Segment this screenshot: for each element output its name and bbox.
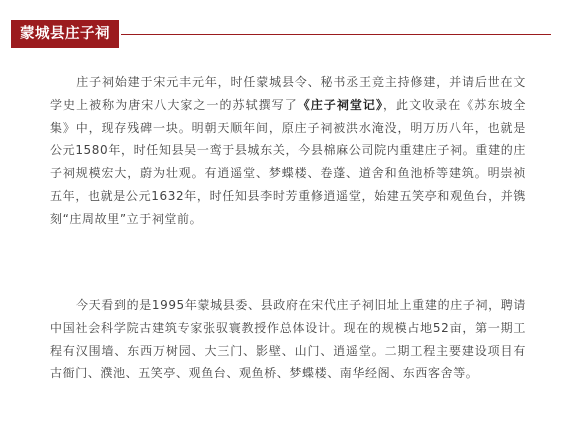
section-title: 蒙城县庄子祠 (11, 20, 119, 48)
paragraph-1-text-b: ，此文收录在《苏东坡全集》中，现存残碑一块。明朝天顺年间，原庄子祠被洪水淹没，明万历八年，也就是公元1580年，时任知县吴一鸾于县城东关，今县棉麻公司院内重建庄子祠。重建的庄子祠规模宏大，蔚为壮观。有逍遥堂、梦蝶楼、卷蓬、道舍和鱼池桥等建筑。明崇祯五年，也就是公元1632年，时任知县李时芳重修逍遥堂，始建五笑亭和观鱼台，并镌刻“庄周故里”立于祠堂前。 (50, 97, 527, 226)
article-paragraph-2 (50, 294, 526, 385)
paragraph-2-text: 今天看到的是1995年蒙城县委、县政府在宋代庄子祠旧址上重建的庄子祠，聘请中国社会科学院古建筑专家张驭寰教授作总体设计。现在的规模占地52亩，第一期工程有汉围墙、东西万树园、大三门、影壁、山门、逍遥堂。二期工程主要建设项目有古衙门、濮池、五笑亭、观鱼台、观鱼桥、梦蝶楼、南华经阁、东西客舍等。 (50, 298, 526, 381)
article-paragraph-1 (50, 71, 526, 231)
section-header (11, 20, 551, 48)
emphasized-title: 《庄子祠堂记》 (297, 97, 384, 112)
header-divider-line (121, 34, 551, 35)
paragraph-1-text-a: 庄子祠始建于宋元丰元年，时任蒙城县令、秘书丞王竞主持修建，并请后世在文学史上被称为唐宋八大家之一的苏轼撰写了 (50, 75, 526, 112)
